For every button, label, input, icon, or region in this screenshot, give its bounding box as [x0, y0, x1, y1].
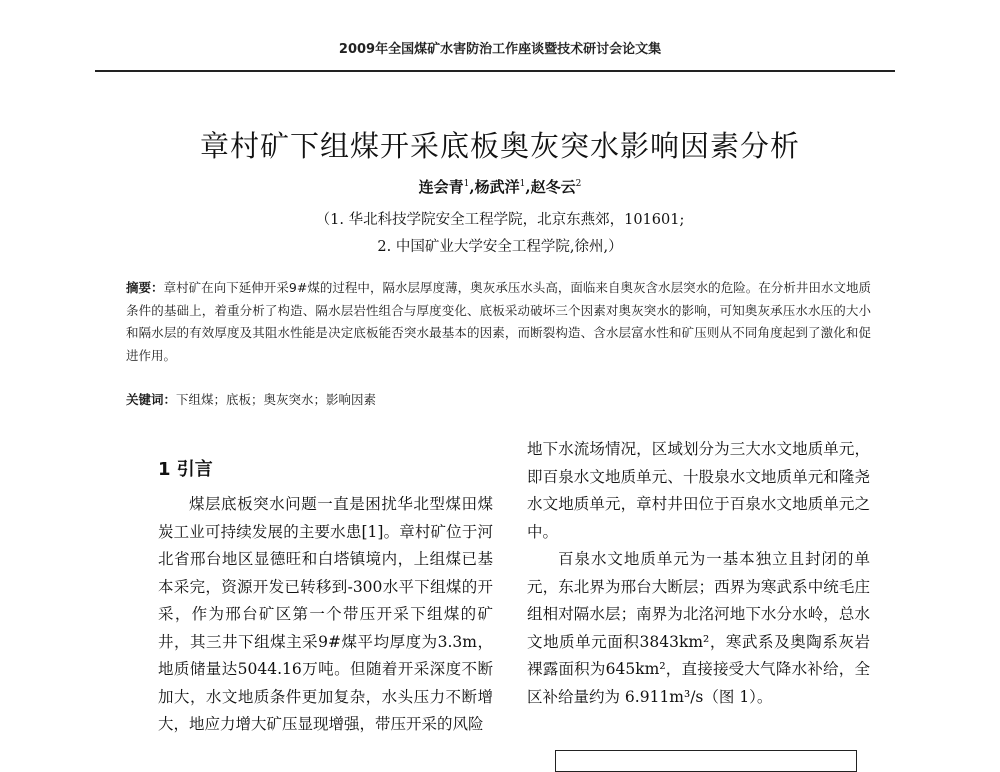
- abstract-label: 摘要：: [126, 280, 164, 295]
- keywords: [126, 390, 871, 408]
- author-affiliation-mark: 2: [575, 179, 582, 189]
- figure-frame: [555, 750, 857, 772]
- author-separator: ,: [525, 178, 531, 196]
- abstract: [126, 277, 871, 367]
- abstract-text: 章村矿在向下延伸开采9#煤的过程中，隔水层厚度薄，奥灰承压水头高，面临来自奥灰含水层突水的危险。在分析井田水文地质条件的基础上，着重分析了构造、隔水层岩性组合与厚度变化、底板采动破坏三个因素对奥灰突水的影响，可知奥灰承压水水压的大小和隔水层的有效厚度及其阻水性能是决定底板能否突水最基本的因素，而断裂构造、含水层富水性和矿压则从不同角度起到了激化和促进作用。: [126, 280, 871, 363]
- author-list: [0, 176, 1000, 197]
- body-paragraph: 煤层底板突水问题一直是困扰华北型煤田煤炭工业可持续发展的主要水患[1]。章村矿位于河北省邢台地区显德旺和白塔镇境内，上组煤已基本采完，资源开发已转移到-300水平下组煤的开采，作为邢台矿区第一个带压开采下组煤的矿井，其三井下组煤主采9#煤平均厚度为3.3m，地质储量达5044.16万吨。但随着开采深度不断加大，水文地质条件更加复杂，水头压力不断增大，地应力增大矿压显现增强，带压开采的风险: [158, 495, 493, 733]
- body-column-right: [527, 436, 870, 736]
- author-name: 赵冬云: [530, 178, 576, 196]
- affiliation-line: 2. 中国矿业大学安全工程学院,徐州,）: [377, 239, 623, 255]
- author-name: 连会青: [418, 178, 464, 196]
- body-paragraph: 百泉水文地质单元为一基本独立且封闭的单元，东北界为邢台大断层；西界为寒武系中统毛庄组相对隔水层；南界为北洺河地下水分水岭，总水文地质单元面积3843km²，寒武系及奥陶系灰岩裸露面积为645km²，直接接受大气降水补给，全区补给量约为 6.911m³/s（图 1）。: [527, 550, 870, 706]
- paper-title: 章村矿下组煤开采底板奥灰突水影响因素分析: [199, 129, 800, 163]
- running-header: 2009年全国煤矿水害防治工作座谈暨技术研讨会论文集: [338, 42, 662, 57]
- author-affiliation-mark: 1: [519, 179, 526, 189]
- section-heading: 1 引言: [158, 459, 213, 480]
- author-separator: ,: [469, 178, 475, 196]
- body-paragraph: 地下水流场情况，区域划分为三大水文地质单元，即百泉水文地质单元、十股泉水文地质单元和隆尧水文地质单元，章村井田位于百泉水文地质单元之中。: [527, 440, 870, 541]
- keywords-text: 下组煤；底板；奥灰突水；影响因素: [176, 392, 377, 407]
- affiliation-line: （1. 华北科技学院安全工程学院，北京东燕郊，101601;: [315, 212, 685, 228]
- body-column-left: [158, 491, 493, 760]
- header-rule: [95, 70, 895, 72]
- keywords-label: 关键词：: [126, 392, 177, 407]
- author-name: 杨武洋: [474, 178, 520, 196]
- author-affiliation-mark: 1: [463, 179, 470, 189]
